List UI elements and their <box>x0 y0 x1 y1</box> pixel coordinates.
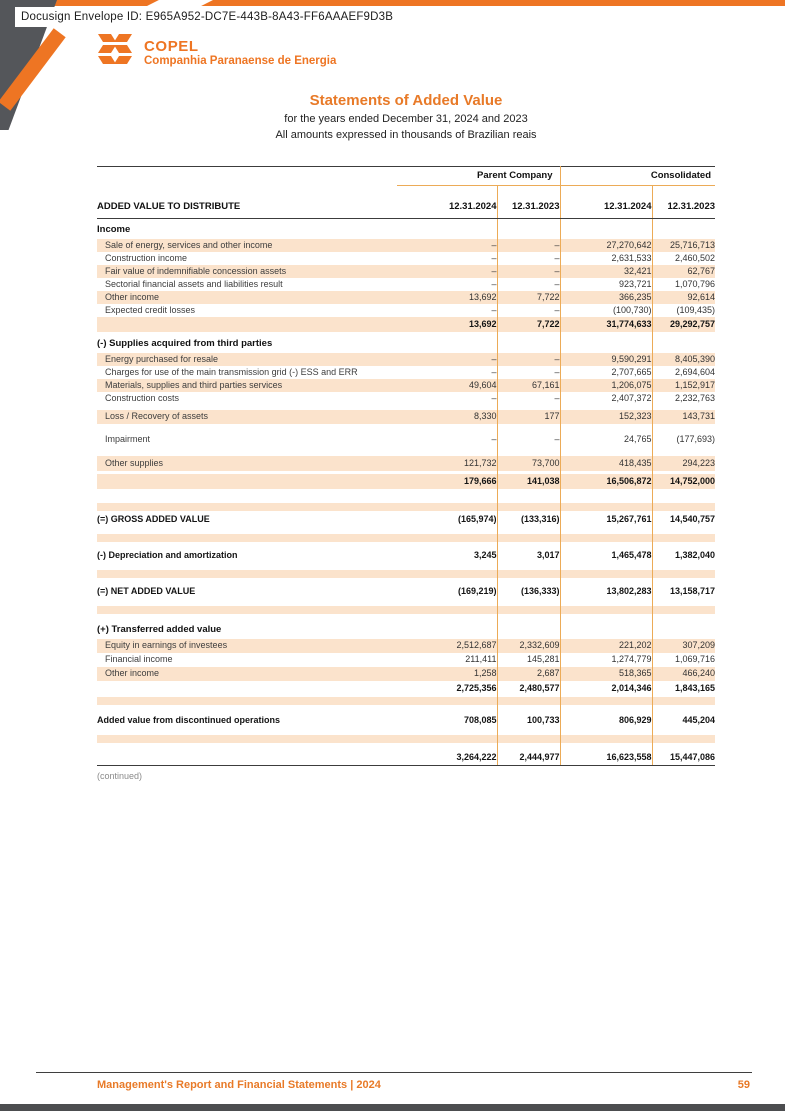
cell-value: – <box>497 252 560 265</box>
cell-value <box>652 606 715 614</box>
cell-value <box>560 534 652 542</box>
table-row <box>97 304 715 317</box>
cell-value <box>652 620 715 639</box>
cell-value: 14,540,757 <box>669 514 716 525</box>
spacer-row <box>97 606 715 614</box>
group-spacer-cell <box>97 167 397 186</box>
spacer-row <box>97 697 715 705</box>
column-header-date: 12.31.2023 <box>497 186 560 219</box>
cell-value: 2,444,977 <box>497 750 560 766</box>
table-header-row <box>97 186 715 219</box>
page-number: 59 <box>737 1079 750 1091</box>
row-label: Loss / Recovery of assets <box>97 410 397 424</box>
row-label <box>97 534 397 542</box>
cell-value: 2,694,604 <box>674 366 716 377</box>
cell-value: 15,447,086 <box>652 750 715 766</box>
table-row <box>97 278 715 291</box>
cell-value: 466,240 <box>652 667 715 681</box>
row-label <box>97 681 397 697</box>
added-value-table <box>97 166 715 766</box>
spacer-row <box>97 735 715 743</box>
cell-value <box>397 332 497 353</box>
table-row <box>97 750 715 766</box>
spacer-row <box>97 424 715 433</box>
cell-value <box>397 697 497 705</box>
table-body <box>97 219 715 766</box>
cell-value: – <box>397 304 497 317</box>
cell-value: 7,722 <box>497 291 560 304</box>
cell-value <box>560 332 652 353</box>
spacer-row <box>97 489 715 503</box>
row-label: (=) NET ADDED VALUE <box>97 586 196 597</box>
cell-value: – <box>397 392 497 405</box>
footer-report-title: Management's Report and Financial Statements | 2024 <box>97 1079 381 1091</box>
table-row <box>97 379 715 392</box>
cell-value: – <box>397 366 497 379</box>
cell-value: 1,843,165 <box>674 683 716 694</box>
cell-value <box>652 743 715 750</box>
column-header-date: 12.31.2024 <box>560 186 652 219</box>
table-row <box>97 511 715 529</box>
cell-value: 3,245 <box>397 547 497 565</box>
cell-value: 49,604 <box>397 379 497 392</box>
cell-value: 2,232,763 <box>674 392 716 403</box>
row-label: Other income <box>97 667 397 681</box>
cell-value: 13,158,717 <box>669 586 716 597</box>
spacer-row <box>97 447 715 456</box>
cell-value: 145,281 <box>497 653 560 667</box>
cell-value: – <box>397 252 497 265</box>
cell-value: 2,687 <box>497 667 560 681</box>
cell-value: 141,038 <box>497 474 560 489</box>
cell-value: 24,765 <box>560 433 652 447</box>
row-label <box>97 570 397 578</box>
cell-value <box>560 570 652 578</box>
cell-value: 15,267,761 <box>560 511 652 529</box>
spacer-row <box>97 705 715 713</box>
cell-value <box>497 332 560 353</box>
cell-value <box>560 219 652 239</box>
cell-value: (133,316) <box>497 511 560 529</box>
cell-value <box>397 606 497 614</box>
row-label <box>97 735 397 743</box>
cell-value: 13,692 <box>397 317 497 332</box>
spacer-row <box>97 570 715 578</box>
cell-value: 366,235 <box>560 291 652 304</box>
table-row <box>97 433 715 447</box>
page-subtitle-period: for the years ended December 31, 2024 and 2023 <box>284 113 528 125</box>
table-row <box>97 713 715 729</box>
row-label: Other income <box>97 291 397 304</box>
cell-value: 121,732 <box>397 456 497 471</box>
cell-value: 13,692 <box>397 291 497 304</box>
cell-value: 221,202 <box>560 639 652 653</box>
cell-value: 152,323 <box>560 410 652 424</box>
cell-value: 7,722 <box>497 317 560 332</box>
cell-value <box>497 570 560 578</box>
row-label: Energy purchased for resale <box>97 353 397 366</box>
bottom-accent-bar <box>0 1104 785 1111</box>
row-label: (=) GROSS ADDED VALUE <box>97 514 210 525</box>
group-header-parent-company: Parent Company <box>397 167 560 186</box>
table-row <box>97 653 715 667</box>
page-title: Statements of Added Value <box>309 92 503 109</box>
cell-value <box>560 743 652 750</box>
cell-value: – <box>397 433 497 447</box>
cell-value <box>652 503 715 511</box>
page-subtitle-currency: All amounts expressed in thousands of Brazilian reais <box>275 129 537 141</box>
cell-value: (165,974) <box>397 511 497 529</box>
cell-value <box>397 743 497 750</box>
cell-value <box>397 534 497 542</box>
cell-value <box>652 424 715 433</box>
cell-value: 708,085 <box>397 713 497 729</box>
cell-value <box>560 489 652 503</box>
cell-value: 73,700 <box>497 456 560 471</box>
cell-value <box>397 447 497 456</box>
footer-rule <box>36 1072 752 1073</box>
table-row <box>97 265 715 278</box>
cell-value: – <box>497 278 560 291</box>
cell-value: 14,752,000 <box>652 474 715 489</box>
spacer-row <box>97 534 715 542</box>
cell-value: 1,070,796 <box>674 278 716 289</box>
cell-value <box>397 705 497 713</box>
row-label: (-) Supplies acquired from third parties <box>97 337 273 349</box>
row-label <box>97 743 397 750</box>
table-row <box>97 252 715 265</box>
cell-value: 179,666 <box>397 474 497 489</box>
cell-value <box>560 620 652 639</box>
cell-value <box>497 534 560 542</box>
cell-value: 2,725,356 <box>397 681 497 697</box>
copel-logo-name: COPEL <box>144 37 199 55</box>
row-label: Expected credit losses <box>105 304 196 315</box>
cell-value: 1,152,917 <box>652 379 715 392</box>
cell-value <box>652 447 715 456</box>
cell-value: 177 <box>497 410 560 424</box>
cell-value: 1,069,716 <box>674 654 716 665</box>
cell-value <box>497 424 560 433</box>
row-label: Construction income <box>105 252 188 263</box>
cell-value <box>652 697 715 705</box>
cell-value <box>397 735 497 743</box>
cell-value: 1,465,478 <box>560 547 652 565</box>
cell-value: 211,411 <box>397 653 497 667</box>
table-row <box>97 547 715 565</box>
table-row <box>97 239 715 252</box>
cell-value <box>397 489 497 503</box>
cell-value <box>497 705 560 713</box>
cell-value: 294,223 <box>652 456 715 471</box>
cell-value: 8,405,390 <box>652 353 715 366</box>
cell-value <box>560 447 652 456</box>
cell-value <box>497 503 560 511</box>
cell-value: (136,333) <box>497 583 560 601</box>
row-label: Construction costs <box>105 392 180 403</box>
table-row <box>97 456 715 471</box>
cell-value: – <box>497 353 560 366</box>
cell-value <box>397 620 497 639</box>
cell-value: 307,209 <box>652 639 715 653</box>
cell-value: 31,774,633 <box>560 317 652 332</box>
table-title-cell: ADDED VALUE TO DISTRIBUTE <box>97 186 397 219</box>
group-header-consolidated: Consolidated <box>560 167 715 186</box>
cell-value: 2,480,577 <box>497 681 560 697</box>
cell-value: – <box>497 304 560 317</box>
cell-value: 2,631,533 <box>560 252 652 265</box>
cell-value: 9,590,291 <box>560 353 652 366</box>
cell-value: 92,614 <box>652 291 715 304</box>
cell-value: 2,460,502 <box>674 252 716 263</box>
cell-value <box>652 489 715 503</box>
table-row <box>97 474 715 489</box>
cell-value: 25,716,713 <box>652 239 715 252</box>
cell-value <box>652 534 715 542</box>
cell-value: 2,014,346 <box>560 681 652 697</box>
continued-note: (continued) <box>97 771 143 781</box>
copel-logo-subtitle: Companhia Paranaense de Energia <box>144 55 337 68</box>
cell-value: – <box>497 366 560 379</box>
cell-value: 1,258 <box>397 667 497 681</box>
cell-value: (177,693) <box>676 434 716 445</box>
cell-value: (169,219) <box>397 583 497 601</box>
cell-value: (109,435) <box>676 304 716 315</box>
cell-value <box>652 219 715 239</box>
table-row <box>97 353 715 366</box>
cell-value <box>397 503 497 511</box>
table-row <box>97 291 715 304</box>
cell-value <box>652 332 715 353</box>
cell-value: 16,506,872 <box>560 474 652 489</box>
cell-value: 62,767 <box>652 265 715 278</box>
cell-value: 67,161 <box>497 379 560 392</box>
statement-table-wrap <box>0 166 785 781</box>
cell-value: 1,382,040 <box>674 550 716 561</box>
table-row <box>97 639 715 653</box>
cell-value: 923,721 <box>560 278 652 291</box>
copel-logo <box>95 33 336 73</box>
cell-value <box>652 570 715 578</box>
row-label <box>97 447 397 456</box>
cell-value <box>397 570 497 578</box>
cell-value: 518,365 <box>560 667 652 681</box>
cell-value: 2,407,372 <box>560 392 652 405</box>
row-label <box>97 474 397 489</box>
row-label: Income <box>97 223 131 235</box>
cell-value: – <box>497 392 560 405</box>
cell-value <box>497 606 560 614</box>
cell-value: 1,206,075 <box>560 379 652 392</box>
row-label <box>97 317 397 332</box>
table-row <box>97 317 715 332</box>
cell-value: 29,292,757 <box>652 317 715 332</box>
table-row <box>97 410 715 424</box>
spacer-row <box>97 503 715 511</box>
title-block <box>97 92 715 141</box>
row-label <box>97 750 397 766</box>
cell-value <box>652 735 715 743</box>
cell-value: 16,623,558 <box>560 750 652 766</box>
cell-value <box>560 705 652 713</box>
row-label: Materials, supplies and third parties services <box>97 379 397 392</box>
row-label <box>97 424 397 433</box>
cell-value: 8,330 <box>397 410 497 424</box>
row-label: Other supplies <box>97 456 397 471</box>
row-label: Impairment <box>105 434 151 445</box>
row-label <box>97 697 397 705</box>
cell-value <box>497 735 560 743</box>
cell-value: 32,421 <box>560 265 652 278</box>
row-label: Sale of energy, services and other income <box>97 239 397 252</box>
row-label: Sectorial financial assets and liabilities result <box>105 278 283 289</box>
section-row <box>97 219 715 239</box>
section-row <box>97 332 715 353</box>
cell-value <box>497 697 560 705</box>
cell-value: – <box>397 239 497 252</box>
cell-value: 2,332,609 <box>497 639 560 653</box>
row-label <box>97 606 397 614</box>
cell-value <box>497 743 560 750</box>
cell-value: – <box>497 433 560 447</box>
cell-value: 806,929 <box>560 713 652 729</box>
cell-value <box>497 489 560 503</box>
copel-logo-text <box>144 38 336 68</box>
row-label: (+) Transferred added value <box>97 623 222 635</box>
cell-value <box>560 606 652 614</box>
docusign-envelope-id: Docusign Envelope ID: E965A952-DC7E-443B-8A43-FF6AAAEF9D3B <box>21 11 394 23</box>
cell-value: 418,435 <box>560 456 652 471</box>
cell-value: 100,733 <box>497 713 560 729</box>
cell-value <box>560 697 652 705</box>
cell-value <box>497 620 560 639</box>
table-row <box>97 366 715 379</box>
cell-value <box>560 424 652 433</box>
row-label: (-) Depreciation and amortization <box>97 550 238 561</box>
row-label: Fair value of indemnifiable concession assets <box>97 265 397 278</box>
table-row <box>97 667 715 681</box>
cell-value <box>397 219 497 239</box>
cell-value: 1,274,779 <box>560 653 652 667</box>
cell-value: 445,204 <box>682 715 716 726</box>
row-label <box>97 503 397 511</box>
cell-value <box>397 424 497 433</box>
cell-value: 27,270,642 <box>560 239 652 252</box>
cell-value <box>497 219 560 239</box>
cell-value: (100,730) <box>560 304 652 317</box>
cell-value <box>652 705 715 713</box>
cell-value: – <box>497 265 560 278</box>
cell-value: – <box>397 278 497 291</box>
column-header-date: 12.31.2023 <box>652 186 715 219</box>
section-row <box>97 620 715 639</box>
row-label <box>97 705 397 713</box>
table-row <box>97 583 715 601</box>
cell-value: 2,707,665 <box>560 366 652 379</box>
table-row <box>97 392 715 405</box>
cell-value: 3,017 <box>497 547 560 565</box>
cell-value: 3,264,222 <box>397 750 497 766</box>
cell-value: – <box>497 239 560 252</box>
row-label: Added value from discontinued operations <box>97 715 281 726</box>
table-row <box>97 681 715 697</box>
cell-value <box>560 503 652 511</box>
column-group-row <box>97 167 715 186</box>
cell-value: 13,802,283 <box>560 583 652 601</box>
cell-value <box>560 735 652 743</box>
row-label <box>97 489 397 503</box>
row-label: Financial income <box>105 654 173 665</box>
cell-value: 2,512,687 <box>397 639 497 653</box>
cell-value: 143,731 <box>652 410 715 424</box>
cell-value: – <box>397 265 497 278</box>
top-accent-bar <box>0 0 785 6</box>
docusign-banner <box>15 7 785 27</box>
spacer-row <box>97 743 715 750</box>
cell-value: – <box>397 353 497 366</box>
cell-value <box>497 447 560 456</box>
column-header-date: 12.31.2024 <box>397 186 497 219</box>
row-label: Equity in earnings of investees <box>97 639 397 653</box>
copel-logo-icon <box>95 33 135 73</box>
row-label: Charges for use of the main transmission grid (-) ESS and ERR <box>105 366 358 377</box>
